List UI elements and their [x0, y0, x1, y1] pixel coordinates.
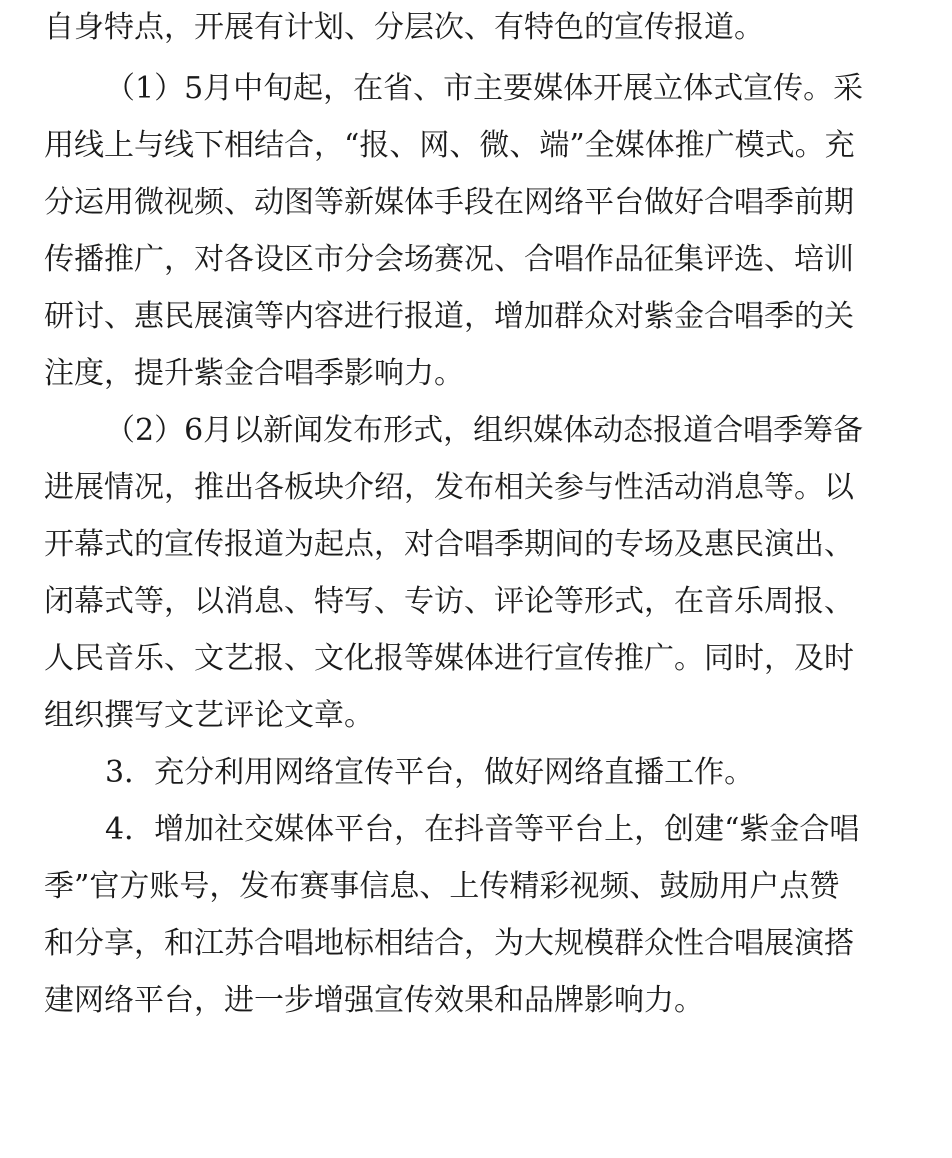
item2-line-5: 人民音乐、文艺报、文化报等媒体进行宣传推广。同时，及时 — [44, 641, 854, 676]
paragraph-continuation-line: 自身特点，开展有计划、分层次、有特色的宣传报道。 — [44, 10, 764, 45]
item2-line-4: 闭幕式等，以消息、特写、专访、评论等形式，在音乐周报、 — [44, 584, 854, 619]
item2-line-1: （2）6月以新闻发布形式，组织媒体动态报道合唱季筹备 — [105, 413, 864, 448]
item1-line-5: 研讨、惠民展演等内容进行报道，增加群众对紫金合唱季的关 — [44, 299, 854, 334]
item2-line-3: 开幕式的宣传报道为起点，对合唱季期间的专场及惠民演出、 — [44, 527, 854, 562]
item4-line-1: 4．增加社交媒体平台，在抖音等平台上，创建“紫金合唱 — [105, 812, 860, 847]
item4-line-4: 建网络平台，进一步增强宣传效果和品牌影响力。 — [44, 983, 704, 1018]
item3-line-1: 3．充分利用网络宣传平台，做好网络直播工作。 — [105, 755, 755, 790]
item4-line-2: 季”官方账号，发布赛事信息、上传精彩视频、鼓励用户点赞 — [44, 869, 840, 904]
item1-line-2: 用线上与线下相结合，“报、网、微、端”全媒体推广模式。充 — [44, 128, 855, 163]
item2-line-6: 组织撰写文艺评论文章。 — [44, 698, 374, 733]
item2-line-2: 进展情况，推出各板块介绍，发布相关参与性活动消息等。以 — [44, 470, 854, 505]
item1-line-6: 注度，提升紫金合唱季影响力。 — [44, 356, 464, 391]
item4-line-3: 和分享，和江苏合唱地标相结合，为大规模群众性合唱展演搭 — [44, 926, 854, 961]
item1-line-4: 传播推广，对各设区市分会场赛况、合唱作品征集评选、培训 — [44, 242, 854, 277]
item1-line-3: 分运用微视频、动图等新媒体手段在网络平台做好合唱季前期 — [44, 185, 854, 220]
item1-line-1: （1）5月中旬起，在省、市主要媒体开展立体式宣传。采 — [105, 71, 864, 106]
